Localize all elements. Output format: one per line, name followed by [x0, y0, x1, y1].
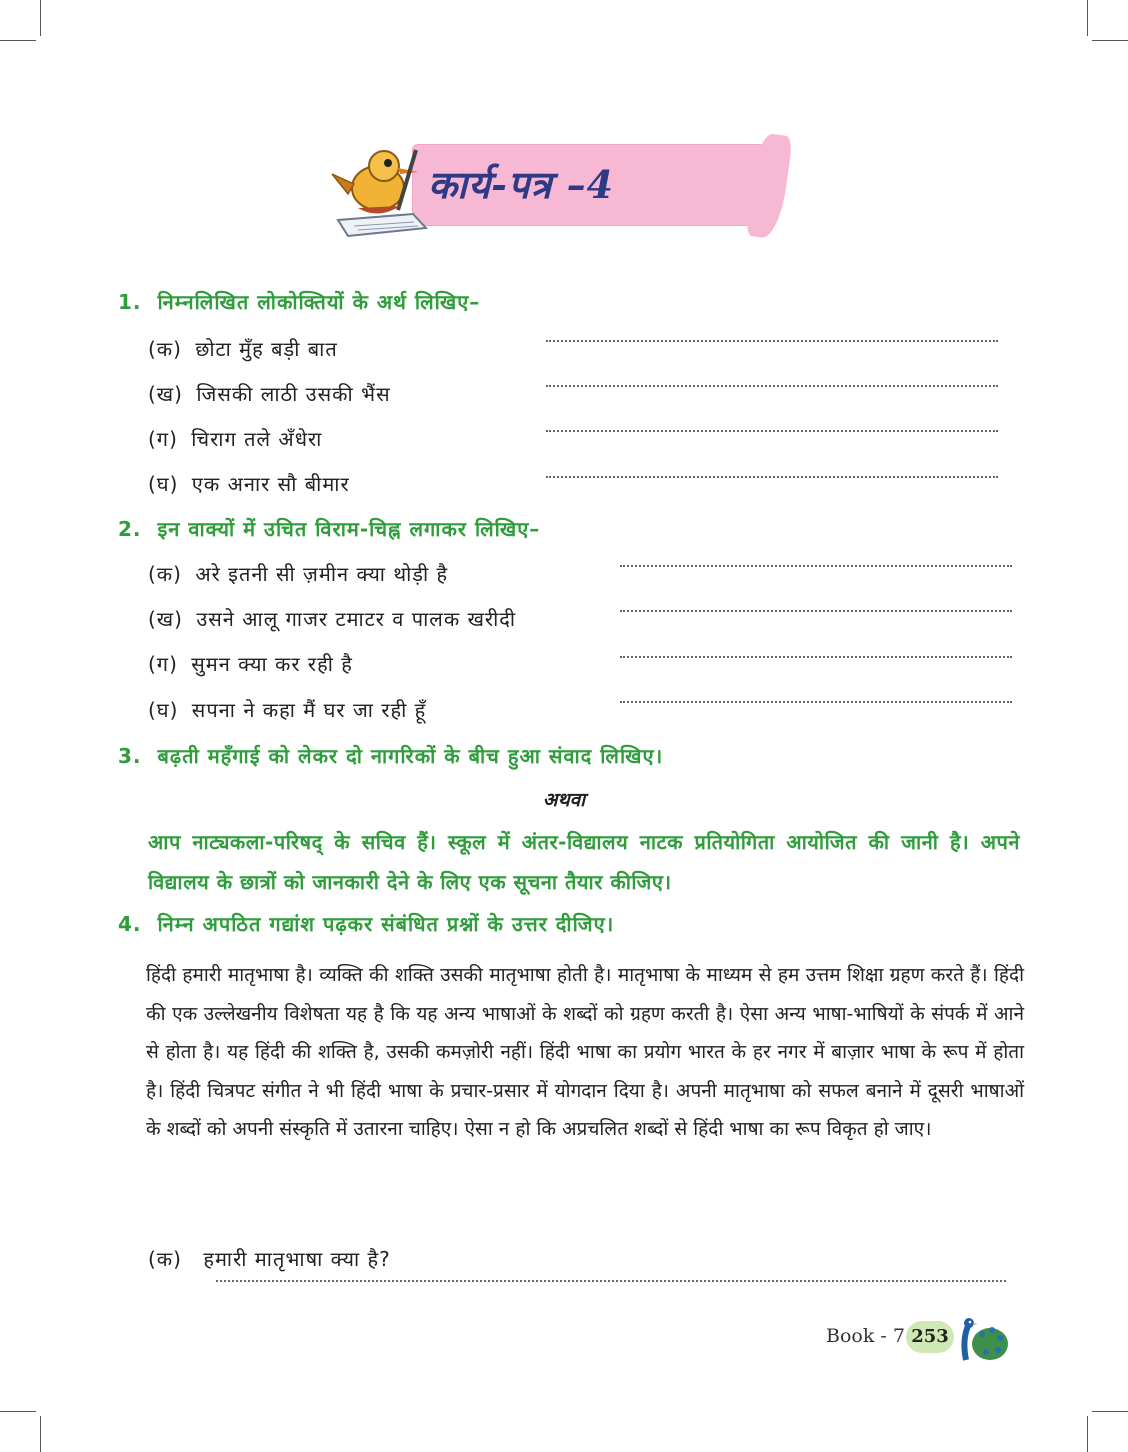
item-text: अरे इतनी सी ज़मीन क्या थोड़ी है [195, 562, 449, 586]
worksheet-title: कार्य-पत्र –4 [428, 162, 615, 207]
item-label: (क) [148, 562, 182, 586]
question-number: 4. [118, 912, 142, 936]
or-separator: अथवा [542, 789, 586, 811]
item-label: (ख) [148, 382, 183, 406]
crop-mark [1092, 1411, 1128, 1412]
item-label: (ग) [148, 652, 178, 676]
peacock-icon [952, 1310, 1010, 1366]
item-text: सपना ने कहा मैं घर जा रही हूँ [191, 698, 427, 722]
crop-mark [0, 1411, 36, 1412]
item-label: (घ) [148, 698, 179, 722]
question-text: निम्नलिखित लोकोक्तियों के अर्थ लिखिए– [157, 290, 481, 314]
item-text: उसने आलू गाजर टमाटर व पालक खरीदी [196, 607, 517, 631]
list-item [148, 650, 353, 677]
question-text: बढ़ती महँगाई को लेकर दो नागरिकों के बीच हुआ संवाद लिखिए। [157, 744, 664, 768]
crop-mark [1087, 0, 1088, 36]
item-label: (क) [148, 1247, 182, 1271]
list-item [148, 696, 426, 723]
alternate-question: आप नाट्यकला-परिषद् के सचिव हैं। स्कूल में अंतर-विद्यालय नाटक प्रतियोगिता आयोजित की जानी है। अपने विद्यालय के छात्रों को जानकारी देने के लिए एक सूचना तैयार कीजिए। [148, 830, 1020, 894]
bird-writing-illustration [318, 140, 438, 240]
book-label: Book - 7 [826, 1325, 905, 1347]
question-number: 1. [118, 290, 142, 314]
unseen-passage: हिंदी हमारी मातृभाषा है। व्यक्ति की शक्ति उसकी मातृभाषा होती है। मातृभाषा के माध्यम से हम उत्तम शिक्षा ग्रहण करते हैं। हिंदी की एक उल्लेखनीय विशेषता यह है कि यह अन्य भाषाओं के शब्दों को ग्रहण करती है। ऐसा अन्य भाषा-भाषियों के संपर्क में आने से होता है। यह हिंदी की शक्ति है, उसकी कमज़ोरी नहीं। हिंदी भाषा का प्रयोग भारत के हर नगर में बाज़ार भाषा के रूप में होता है। हिंदी चित्रपट संगीत ने भी हिंदी भाषा के प्रचार-प्रसार में योगदान दिया है। अपनी मातृभाषा को सफल बनाने में दूसरी भाषाओं के शब्दों को अपनी संस्कृति में उतारना चाहिए। ऐसा न हो कि अप्रचलित शब्दों से हिंदी भाषा का रूप विकृत हो जाए। [146, 964, 1024, 1140]
sub-question [148, 1245, 391, 1272]
list-item [148, 380, 391, 407]
crop-mark [0, 40, 36, 41]
item-text: हमारी मातृभाषा क्या है? [203, 1247, 391, 1271]
question-number: 2. [118, 517, 142, 541]
list-item [148, 335, 338, 362]
question-text: इन वाक्यों में उचित विराम-चिह्न लगाकर लिखिए– [157, 517, 541, 541]
question-number: 3. [118, 744, 142, 768]
page-number: 253 [906, 1321, 954, 1353]
list-item [148, 425, 322, 452]
answer-line[interactable] [546, 385, 998, 387]
item-label: (घ) [148, 472, 179, 496]
question-2 [118, 515, 540, 542]
crop-mark [40, 1416, 41, 1452]
crop-mark [40, 0, 41, 36]
question-1 [118, 288, 480, 315]
list-item [148, 560, 448, 587]
item-text: चिराग तले अँधेरा [191, 427, 323, 451]
item-text: सुमन क्या कर रही है [191, 652, 353, 676]
list-item [148, 605, 516, 632]
answer-line[interactable] [216, 1280, 1006, 1282]
item-label: (ख) [148, 607, 183, 631]
answer-line[interactable] [620, 656, 1012, 658]
question-4 [118, 910, 614, 937]
item-label: (ग) [148, 427, 178, 451]
answer-line[interactable] [620, 565, 1012, 567]
item-label: (क) [148, 337, 182, 361]
answer-line[interactable] [620, 610, 1012, 612]
answer-line[interactable] [546, 340, 998, 342]
answer-line[interactable] [546, 476, 998, 478]
crop-mark [1087, 1416, 1088, 1452]
list-item [148, 470, 350, 497]
question-3 [118, 742, 663, 769]
answer-line[interactable] [546, 430, 998, 432]
question-text: निम्न अपठित गद्यांश पढ़कर संबंधित प्रश्नों के उत्तर दीजिए। [157, 912, 615, 936]
item-text: जिसकी लाठी उसकी भैंस [196, 382, 391, 406]
crop-mark [1092, 40, 1128, 41]
item-text: छोटा मुँह बड़ी बात [195, 337, 338, 361]
answer-line[interactable] [620, 701, 1012, 703]
item-text: एक अनार सौ बीमार [191, 472, 350, 496]
